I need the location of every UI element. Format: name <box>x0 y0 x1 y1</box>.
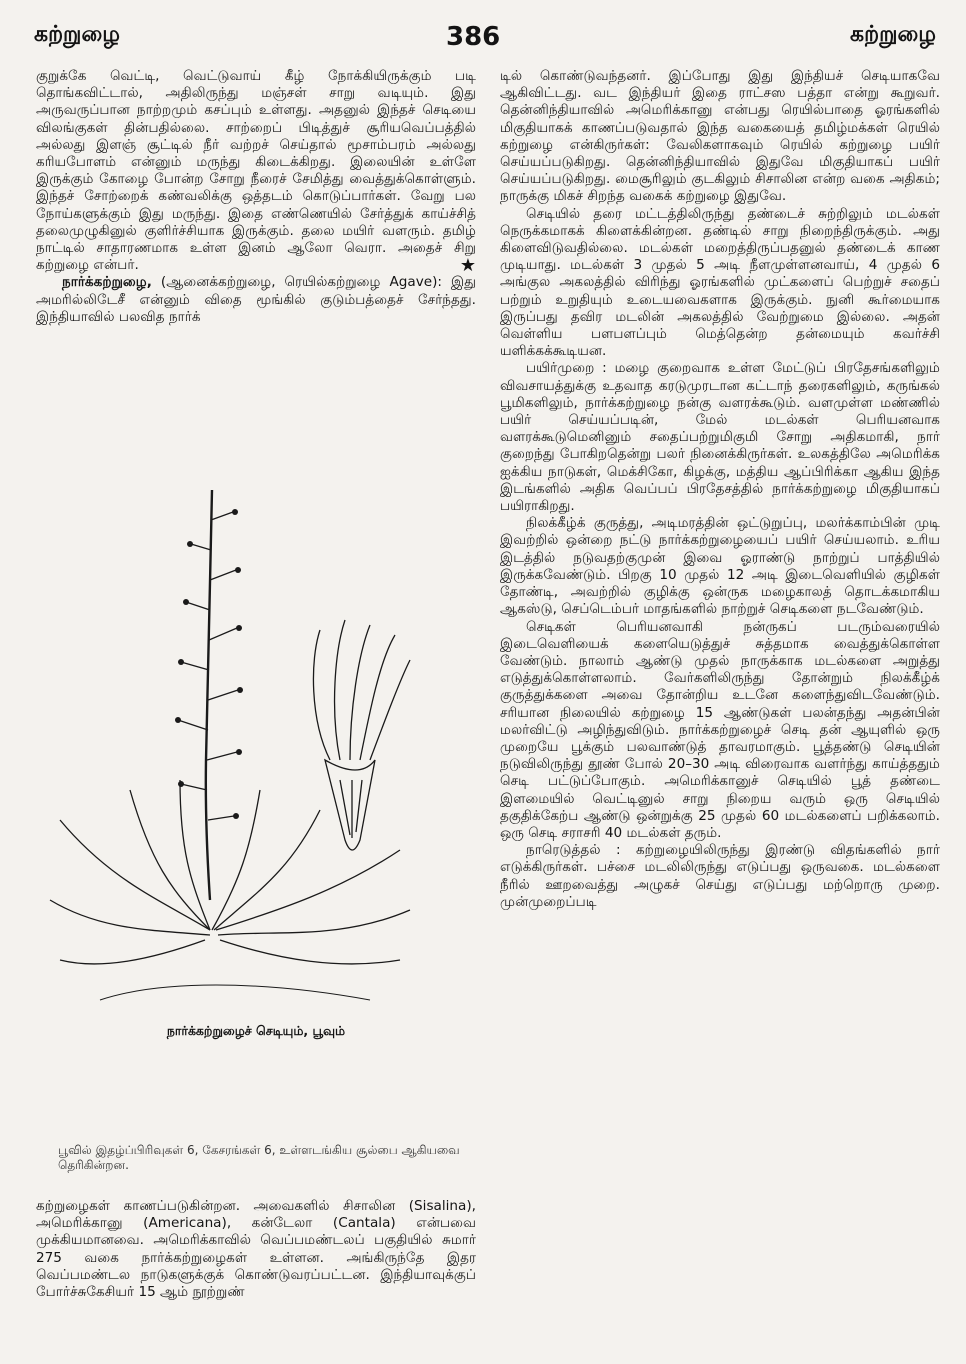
figure-note: பூவில் இதழ்ப்பிரிவுகள் 6, கேசரங்கள் 6, உள்ளடங்கிய சூல்பை ஆகியவை தெரிகின்றன. <box>58 1143 460 1172</box>
fibre-extraction-label: நாரெடுத்தல் : <box>526 842 621 859</box>
left-column-top <box>36 68 476 326</box>
paragraph-maintenance: செடிகள் பெரியனவாகி நன்ருகப் படரும்வரையில் இடைவெளியைக் களையெடுத்துச் சுத்தமாக வைத்துக்கொள்ள வேண்டும். நாலாம் ஆண்டு முதல் நாருக்காக மடல்களை அறுத்து எடுத்துக்கொள்ளலாம். வேர்களிலிருந்து தோன்றும் நிலக்கீழ்க் குருத்துக்களை அவை தோன்றிய உடனே களைந்துவிடவேண்டும். சரியான நிலையில் கற்றுழை 15 ஆண்டுகள் பலன்தந்து அதன்பின் மலர்விட்டு அழிந்துவிடும். நார்க்கற்றுழைச் செடி தன் ஆயுளில் ஒரு முறையே பூக்கும் பலவாண்டுத் தாவரமாகும். பூத்தண்டு செடியின் நடுவிலிருந்து தூண் போல் 20–30 அடி விரைவாக வளர்ந்து காய்த்ததும் செடி பட்டுப்போகும். அமெரிக்கானுச் செடியில் பூத் தண்டை இளமையில் வெட்டினுல் சாறு நிறைய வரும் ஒரு செடியில் தகுதிக்கேற்ப ஆண்டு ஒன்றுக்கு 25 முதல் 60 மடல்களைப் பறிக்கலாம். ஒரு செடி சராசரி 40 மடல்கள் தரும். <box>500 618 940 841</box>
paragraph-agave-varieties: கற்றுழைகள் காணப்படுகின்றன. அவைகளில் சிசாலின (Sisalina), அமெரிக்கானு (Americana), கன்டேலா (Cantala) என்பவை முக்கியமானவை. அமெரிக்காவில் வெப்பமண்டலப் பகுதியில் சுமார் 275 வகை நார்க்கற்றுழைகள் உள்ளன. அங்கிருந்தே இதர வெப்பமண்டல நாடுகளுக்குக் கொண்டுவரப்பட்டன. இந்தியாவுக்குப் போர்ச்சுகேசியர் 15 ஆம் நூற்றுண் <box>36 1198 476 1301</box>
paragraph-fibre-extraction: நாரெடுத்தல் : கற்றுழையிலிருந்து இரண்டு விதங்களில் நார் எடுக்கிருர்கள். பச்சை மடலிலிருந்து எடுப்பது ஒருவகை. மடல்களை நீரில் ஊறவைத்து அழுகச் செய்து எடுப்பது மற்றொரு முறை. முன்முறைப்படி <box>500 842 940 910</box>
paragraph-agave-entry <box>36 274 476 326</box>
entry-title: நார்க்கற்றுழை, <box>62 274 152 291</box>
entry-text: இது அமரில்லிடேசீ என்னும் விதை மூங்கில் குடும்பத்தைச் சேர்ந்தது. இந்தியாவில் பலவித நார்க் <box>36 274 477 325</box>
paragraph-cultivation: பயிர்முறை : மழை குறைவாக உள்ள மேட்டுப் பிரதேசங்களிலும் விவசாயத்துக்கு உதவாத கரடுமுரடான கட்டாந் தரைகளிலும், கருங்கல் பூமிகளிலும், நார்க்கற்றுழை நன்கு வளரக்கூடும். வளமுள்ள மண்ணில் பயிர் செய்யப்படின், மேல் மடல்கள் பெரியனவாக வளரக்கூடுமெனினும் சதைப்பற்றுமிகுமி சோறு அதிகமாகி, நார் குறைந்து போகிறதென்று பலர் நினைக்கிருர்கள். உலகத்திலே அமெரிக்க ஐக்கிய நாடுகள், மெக்சிகோ, கிழக்கு, மத்திய ஆப்பிரிக்கா ஆகிய இந்த இடங்களில் அதிக வெப்பப் பிரதேசத்தில் நார்க்கற்றுழை மிகுதியாகப் பயிராகிறது. <box>500 360 940 515</box>
section-end-star: ★ <box>459 255 476 277</box>
paragraph-introduction: டில் கொண்டுவந்தனர். இப்போது இது இந்தியச் செடியாகவே ஆகிவிட்டது. வட இந்தியர் இதை ராட்சஸ பத்தா என்று கூறுவர். தென்னிந்தியாவில் அமெரிக்கானு என்பது ரெயில்பாதை ஓரங்களில் மிகுதியாகக் காணப்படுவதால் இந்த வகையைத் தமிழ்மக்கள் ரெயில் கற்றுழை என்கிருர்கள்: வேலிகளாகவும் ரெயில் கற்றுழை பயிர் செய்யப்படுகிறது. தென்னிந்தியாவில் இதுவே மிகுதியாகப் பயிர் செய்யப்படுகிறது. மைசூரிலும் குடகிலும் சிசாலின என்ற வகை அதிகம்; நாருக்கு மிகச் சிறந்த வகைக் கற்றுழை இதுவே. <box>500 68 940 205</box>
running-head-left: கற்றுழை <box>34 22 120 47</box>
page-number: 386 <box>446 22 501 52</box>
entry-alt-names: (ஆனைக்கற்றுழை, ரெயில்கற்றுழை Agave): <box>160 274 443 291</box>
cultivation-label: பயிர்முறை : <box>526 360 607 377</box>
left-column-bottom <box>36 1198 476 1301</box>
right-column <box>500 68 940 911</box>
paragraph-morphology: செடியில் தரை மட்டத்திலிருந்து தண்டைச் சுற்றிலும் மடல்கள் நெருக்கமாகக் கிளைக்கின்றன. தண்டில் சாறு நிறைந்திருக்கும். அது கிளைவிடுவதில்லை. மடல்கள் மறைத்திருப்பதனுல் தண்டைக் காண முடியாது. மடல்கள் 3 முதல் 5 அடி நீளமுள்ளனவாய், 4 முதல் 6 அங்குல அகலத்தில் விரிந்து ஓரங்களில் முட்களைப் பெற்றுச் சதைப் பற்றும் உறுதியும் உடையவைகளாக இருக்கும். நுனி கூர்மையாக இருப்பது தவிர மடலின் அகலத்தில் வேற்றுமை இல்லை. அதன் வெள்ளிய பளபளப்பும் மெத்தென்ற தன்மையும் கவர்ச்சி யளிக்கக்கூடியன. <box>500 205 940 360</box>
paragraph-propagation: நிலக்கீழ்க் குருத்து, அடிமரத்தின் ஒட்டுறுப்பு, மலர்க்காம்பின் முடி இவற்றில் ஒன்றை நட்டு நார்க்கற்றுழையைப் பயிர் செய்யலாம். உரிய இடத்தில் நடுவதற்குமுன் இவை ஓராண்டு நாற்றுப் பாத்தியில் இருக்கவேண்டும். பிறகு 10 முதல் 12 அடி இடைவெளியில் குழிகள் தோண்டி, அவற்றில் குழிக்கு ஒன்ருக மழைகாலத் தொடக்கமாகிய ஆகஸ்டு, செப்டெம்பர் மாதங்களில் நாற்றுச் செடிகளை நடவேண்டும். <box>500 515 940 618</box>
agave-plant-illustration <box>40 460 470 1020</box>
paragraph-aloe-description: குறுக்கே வெட்டி, வெட்டுவாய் கீழ் நோக்கியிருக்கும் படி தொங்கவிட்டால், அதிலிருந்து மஞ்சள் சாறு வடியும். இது அருவருப்பான நாற்றமும் கசப்பும் உள்ளது. அதனுல் இந்தச் செடியை விலங்குகள் தின்பதில்லை. சாற்றைப் பிடித்துச் சூரியவெப்பத்தில் அல்லது இளஞ் சூட்டில் நீர் வற்றச் செய்தால் மூசாம்பரம் அல்லது கரியபோளம் என்னும் மருந்து கிடைக்கிறது. இலையின் உள்ளே இருக்கும் கோழை போன்ற சோறு நீரைச் சேமித்து வைத்துக்கொள்ளும். இந்தச் சோற்றைக் கண்வலிக்கு ஒத்தடம் கொடுப்பார்கள். வேறு பல நோய்களுக்கும் இது மருந்து. இதை எண்ணெயில் சேர்த்துக் காய்ச்சித் தலைமுழுகினுல் குளிர்ச்சியாக இருக்கும். தலை மயிர் வளரும். தமிழ் நாட்டில் சாதாரணமாக உள்ள இனம் ஆலோ வெரா. அதைச் சிறு கற்றுழை என்பர். ★ <box>36 68 476 277</box>
figure-caption: நார்க்கற்றுழைச் செடியும், பூவும் <box>166 1023 346 1038</box>
running-head-right: கற்றுழை <box>850 22 936 47</box>
